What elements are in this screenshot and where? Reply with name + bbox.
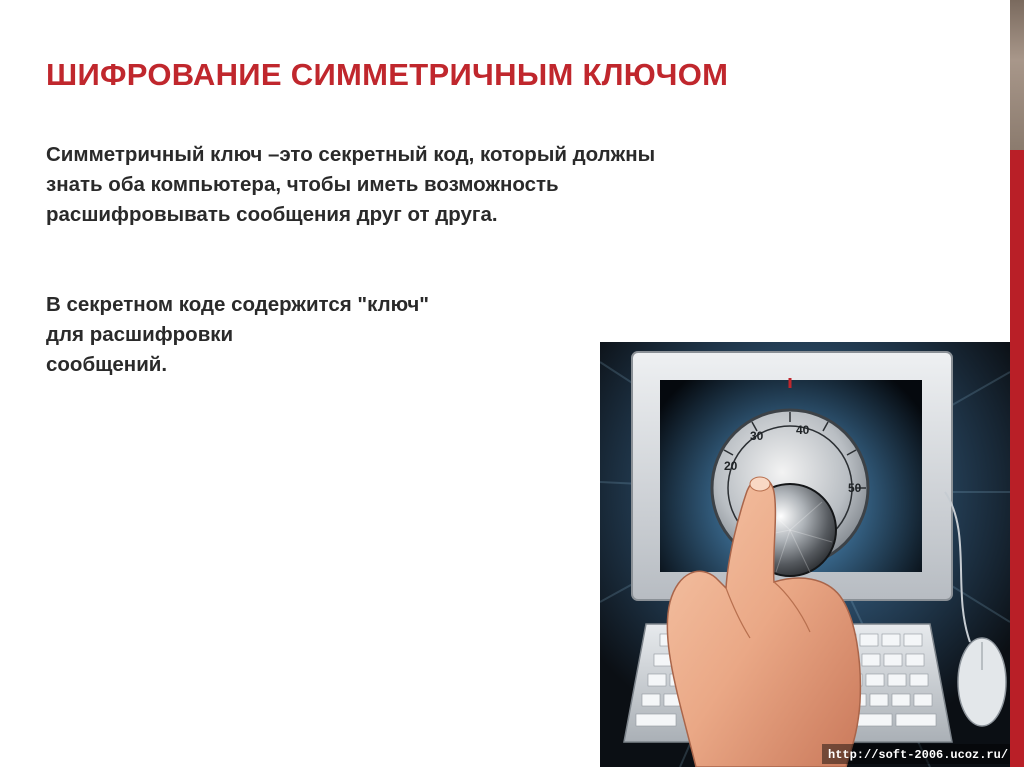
dial-number-20: 20 bbox=[724, 459, 738, 473]
dial-number-50: 50 bbox=[848, 481, 862, 495]
slide-title: ШИФРОВАНИЕ СИММЕТРИЧНЫМ КЛЮЧОМ bbox=[46, 57, 729, 92]
dial-number-40: 40 bbox=[796, 423, 810, 437]
dial-number-30: 30 bbox=[750, 429, 764, 443]
accent-strip-top bbox=[1010, 0, 1024, 150]
computer-safe-dial-image bbox=[600, 342, 1010, 767]
definition-line-2: знать оба компьютера, чтобы иметь возможность bbox=[46, 173, 559, 196]
key-line-1: В секретном коде содержится "ключ" bbox=[46, 293, 429, 316]
definition-line-1: Симметричный ключ –это секретный код, который должны bbox=[46, 143, 656, 166]
key-line-3: сообщений. bbox=[46, 353, 168, 376]
watermark-text: http://soft-2006.ucoz.ru/ bbox=[828, 748, 1009, 762]
definition-paragraph bbox=[46, 140, 866, 230]
key-paragraph bbox=[46, 290, 586, 380]
definition-line-3: расшифровывать сообщения друг от друга. bbox=[46, 203, 498, 226]
key-line-2: для расшифровки bbox=[46, 323, 234, 346]
